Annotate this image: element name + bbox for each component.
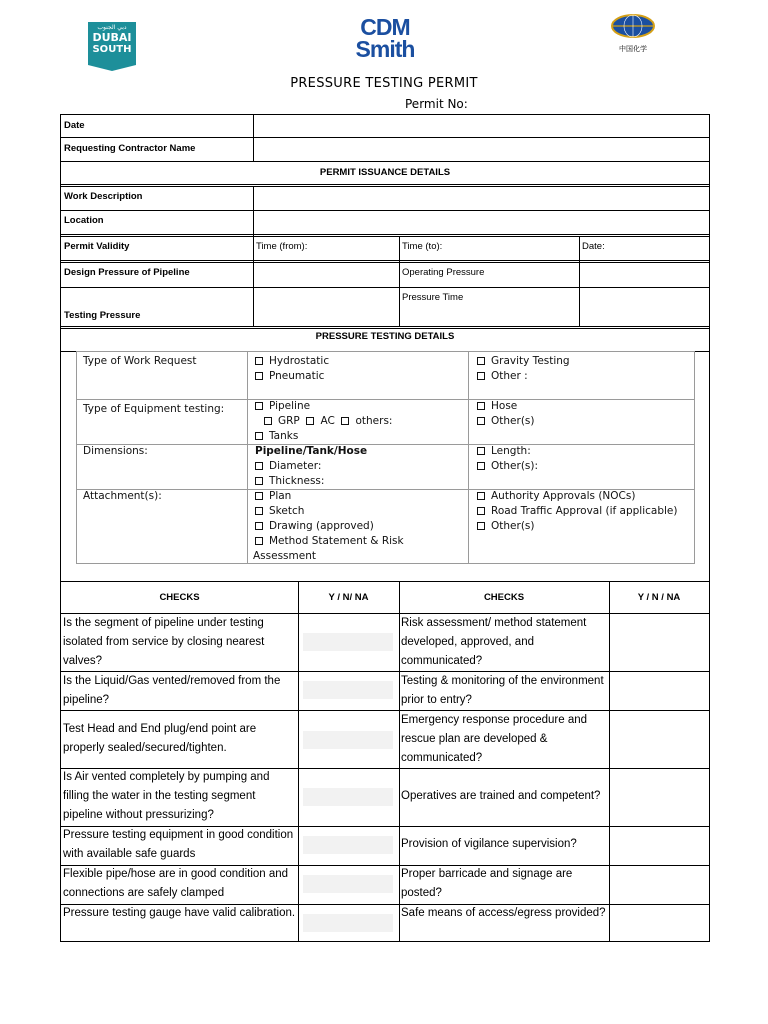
checks-header-right: CHECKS [483,592,525,603]
operating-pressure-label: Operating Pressure [402,267,485,278]
pressure-testing-details-header: PRESSURE TESTING DETAILS [315,331,455,342]
work-description-label: Work Description [64,191,143,202]
yn-header-right: Y / N / NA [637,592,681,603]
gravity-testing-option[interactable]: Gravity Testing [477,355,570,367]
check-left-1: Is the segment of pipeline under testing isolated from service by closing nearest valves? [63,617,265,667]
check-right-1: Risk assessment/ method statement developed, approved, and communicated? [401,617,587,667]
permit-validity-label: Permit Validity [64,241,130,252]
time-from-label: Time (from): [256,241,308,252]
check-right-6: Proper barricade and signage are posted? [401,868,573,899]
plan-option[interactable]: Plan [255,490,291,502]
page-title: PRESSURE TESTING PERMIT [290,76,478,91]
equipment-other-option[interactable]: Other(s) [477,415,534,427]
checks-header-left: CHECKS [159,592,200,603]
sketch-option[interactable]: Sketch [255,505,304,517]
yn-header-left: Y / N/ NA [328,592,369,603]
check-right-2: Testing & monitoring of the environment prior to entry? [401,675,604,706]
thickness-option[interactable]: Thickness: [255,475,324,487]
logo-dubai-text: DUBAI [92,31,132,44]
cdm-logo-line1: CDM [360,14,410,40]
permit-issuance-header: PERMIT ISSUANCE DETAILS [319,167,451,178]
pressure-testing-details-table [76,351,695,564]
time-to-label: Time (to): [402,241,443,252]
equipment-testing-label: Type of Equipment testing: [83,403,225,415]
check-left-5: Pressure testing equipment in good condition with available safe guards [63,829,294,860]
date-small-label: Date: [582,241,605,252]
hydrostatic-option[interactable]: Hydrostatic [255,355,329,367]
logo-south-text: SOUTH [92,44,132,55]
logo-arabic-text: دبي الجنوب [97,24,127,31]
cdm-logo-line2: Smith [355,36,415,62]
check-right-3: Emergency response procedure and rescue plan are developed & communicated? [401,714,588,764]
design-pressure-label: Design Pressure of Pipeline [64,267,190,278]
check-left-2: Is the Liquid/Gas vented/removed from the pipeline? [63,675,281,706]
work-request-label: Type of Work Request [83,355,197,367]
hose-option[interactable]: Hose [477,400,517,412]
contractor-name-label: Requesting Contractor Name [64,143,196,154]
check-left-3: Test Head and End plug/end point are properly sealed/secured/tighten. [63,723,257,754]
cncec-globe-icon [610,14,656,38]
tanks-option[interactable]: Tanks [255,430,298,442]
dimensions-heading: Pipeline/Tank/Hose [255,445,368,457]
cncec-logo-text: 中国化学 [619,45,647,53]
attachments-label: Attachment(s): [83,490,162,502]
cncec-logo [606,14,660,54]
check-left-4: Is Air vented completely by pumping and filling the water in the testing segment pipeline without pressurizing? [63,771,270,821]
cdm-smith-logo [350,16,420,60]
check-left-7: Pressure testing gauge have valid calibration. [63,907,296,919]
diameter-option[interactable]: Diameter: [255,460,321,472]
testing-pressure-label: Testing Pressure [64,310,141,321]
authority-approvals-option[interactable]: Authority Approvals (NOCs) [477,490,635,502]
dimensions-label: Dimensions: [83,445,148,457]
dubai-south-logo-tip [88,65,136,71]
check-right-5: Provision of vigilance supervision? [401,838,577,850]
length-option[interactable]: Length: [477,445,531,457]
check-right-7: Safe means of access/egress provided? [401,907,606,919]
grp-ac-others-options[interactable]: GRP AC others: [264,415,392,427]
attachments-other-option[interactable]: Other(s) [477,520,534,532]
work-request-other-option[interactable]: Other : [477,370,528,382]
method-statement-option[interactable]: Method Statement & Risk [255,535,404,547]
drawing-option[interactable]: Drawing (approved) [255,520,374,532]
date-label: Date [64,120,85,131]
check-right-4: Operatives are trained and competent? [401,790,601,802]
road-traffic-approval-option[interactable]: Road Traffic Approval (if applicable) [477,505,678,517]
pressure-time-label: Pressure Time [402,292,464,303]
dubai-south-logo [88,22,136,65]
dimensions-other-option[interactable]: Other(s): [477,460,538,472]
location-label: Location [64,215,104,226]
pipeline-option[interactable]: Pipeline [255,400,310,412]
permit-no-label: Permit No: [405,97,468,111]
pneumatic-option[interactable]: Pneumatic [255,370,324,382]
method-statement-cont: Assessment [253,550,316,562]
check-left-6: Flexible pipe/hose are in good condition and connections are safely clamped [63,868,289,899]
